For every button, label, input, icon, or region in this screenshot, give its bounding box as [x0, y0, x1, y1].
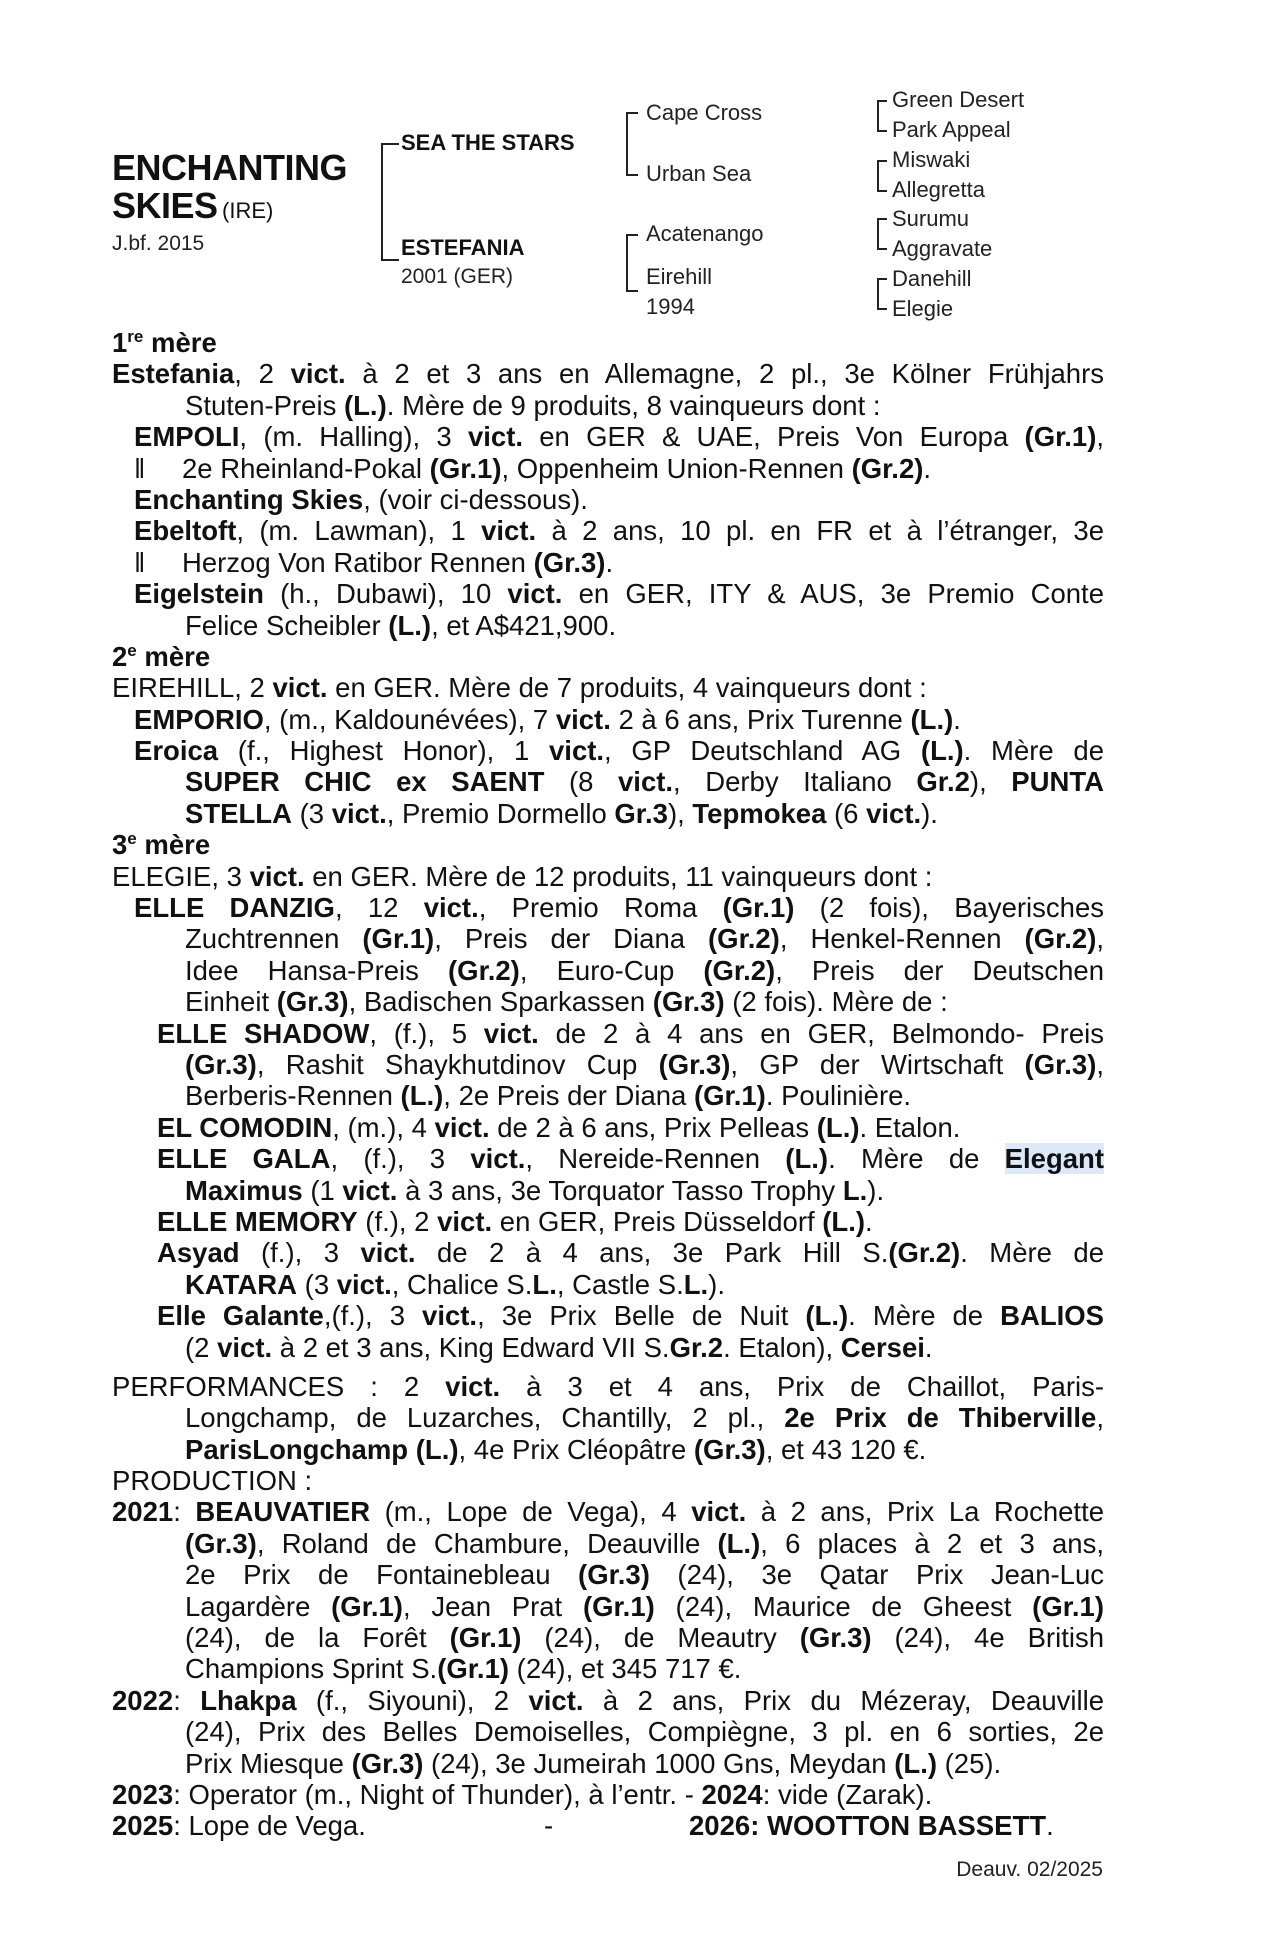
prod-2021-line5: (24), de la Forêt (Gr.1) (24), de Meautry (Gr.3) (24), 4e British	[185, 1622, 1104, 1654]
eigelstein-line1: Eigelstein (h., Dubawi), 10 vict. en GER, ITY & AUS, 3e Premio Conte	[134, 578, 1104, 610]
eroica-line2: SUPER CHIC ex SAENT (8 vict., Derby Italiano Gr.2), PUNTA	[185, 766, 1104, 798]
stallion-marker-icon: ‖	[134, 452, 146, 484]
prod-2021-line3: 2e Prix de Fontainebleau (Gr.3) (24), 3e Qatar Prix Jean-Luc	[185, 1559, 1104, 1591]
section-1re-mere: 1re mère	[112, 326, 217, 358]
prod-2021-line4: Lagardère (Gr.1), Jean Prat (Gr.1) (24), Maurice de Gheest (Gr.1)	[185, 1590, 1104, 1622]
elledanzig-line4: Einheit (Gr.3), Badischen Sparkassen (Gr.3) (2 fois). Mère de :	[185, 986, 948, 1018]
dam-name: ESTEFANIA	[401, 235, 525, 260]
eroica-line3: STELLA (3 vict., Premio Dormello Gr.3), Tepmokea (6 vict.).	[185, 797, 938, 829]
elledanzig-line3: Idee Hansa-Preis (Gr.2), Euro-Cup (Gr.2), Preis der Deutschen	[185, 954, 1104, 986]
pedigree-bracket-ggp3	[877, 218, 887, 250]
pedigree-bracket-dam	[626, 234, 638, 292]
horse-name-line2	[112, 186, 273, 226]
ggp-1: Green Desert	[892, 87, 1025, 112]
horse-name-line1: ENCHANTING	[112, 147, 347, 188]
sire-name: SEA THE STARS	[401, 130, 575, 155]
prod-2023-line: 2023: Operator (m., Night of Thunder), à l’entr. - 2024: vide (Zarak).	[112, 1778, 933, 1810]
horse-name-part2: SKIES	[112, 185, 218, 226]
estefania-line1: Estefania, 2 vict. à 2 et 3 ans en Allemagne, 2 pl., 3e Kölner Frühjahrs	[112, 358, 1104, 390]
horse-birth: J.bf. 2015	[112, 232, 205, 255]
prod-2021-line1: 2021: BEAUVATIER (m., Lope de Vega), 4 vict. à 2 ans, Prix La Rochette	[112, 1496, 1105, 1528]
elledanzig-line2: Zuchtrennen (Gr.1), Preis der Diana (Gr.2), Henkel-Rennen (Gr.2),	[185, 923, 1104, 955]
pedigree-bracket-sire	[626, 112, 638, 176]
sire-sire: Cape Cross	[646, 100, 763, 125]
stallion-marker-icon: ‖	[134, 546, 146, 578]
sire-dam: Urban Sea	[646, 161, 752, 186]
ggp-4: Allegretta	[892, 177, 985, 202]
ggp-5: Surumu	[892, 206, 970, 231]
elleshadow-line1: ELLE SHADOW, (f.), 5 vict. de 2 à 4 ans en GER, Belmondo- Preis	[157, 1017, 1104, 1049]
ellegalante-line2: (2 vict. à 2 et 3 ans, King Edward VII S.Gr.2. Etalon), Cersei.	[185, 1331, 933, 1363]
dam-dam-year: 1994	[646, 294, 695, 319]
eigelstein-line2: Felice Scheibler (L.), et A$421,900.	[185, 609, 617, 641]
elegie-line: ELEGIE, 3 vict. en GER. Mère de 12 produits, 11 vainqueurs dont :	[112, 860, 933, 892]
ellegalante-line1: Elle Galante,(f.), 3 vict., 3e Prix Belle de Nuit (L.). Mère de BALIOS	[157, 1300, 1104, 1332]
ellememory-line: ELLE MEMORY (f.), 2 vict. en GER, Preis Düsseldorf (L.).	[157, 1205, 873, 1237]
prod-2026: 2026: WOOTTON BASSETT.	[689, 1810, 1054, 1842]
pedigree-bracket-ggp2	[877, 160, 887, 192]
dam-dam: Eirehill	[646, 264, 713, 289]
ggp-6: Aggravate	[892, 236, 993, 261]
elcomodin-line: EL COMODIN, (m.), 4 vict. de 2 à 6 ans, Prix Pelleas (L.). Etalon.	[157, 1111, 961, 1143]
performances-line3: ParisLongchamp (L.), 4e Prix Cléopâtre (Gr.3), et 43 120 €.	[185, 1433, 927, 1465]
empoli-line2: ‖ 2e Rheinland-Pokal (Gr.1), Oppenheim Union-Rennen (Gr.2).	[134, 452, 932, 484]
horse-origin: (IRE)	[222, 198, 274, 223]
highlighted-word[interactable]: Elegant	[1004, 1143, 1104, 1175]
eirehill-line: EIREHILL, 2 vict. en GER. Mère de 7 produits, 4 vainqueurs dont :	[112, 672, 927, 704]
dam-year: 2001 (GER)	[401, 265, 514, 288]
performances-line2: Longchamp, de Luzarches, Chantilly, 2 pl., 2e Prix de Thiberville,	[185, 1402, 1104, 1434]
dam-sire: Acatenango	[646, 221, 764, 246]
ggp-2: Park Appeal	[892, 117, 1011, 142]
separator-dash: -	[544, 1810, 554, 1842]
pedigree-body	[112, 327, 1104, 1842]
prod-2021-line2: (Gr.3), Roland de Chambure, Deauville (L.), 6 places à 2 et 3 ans,	[185, 1527, 1104, 1559]
ellegala-line1: ELLE GALA, (f.), 3 vict., Nereide-Rennen (L.). Mère de Elegant	[157, 1143, 1104, 1175]
empoli-line1: EMPOLI, (m. Halling), 3 vict. en GER & UAE, Preis Von Europa (Gr.1),	[134, 421, 1104, 453]
section-2e-mere: 2e mère	[112, 640, 211, 672]
performances-line1: PERFORMANCES : 2 vict. à 3 et 4 ans, Prix de Chaillot, Paris-	[112, 1370, 1104, 1402]
asyad-line1: Asyad (f.), 3 vict. de 2 à 4 ans, 3e Park Hill S.(Gr.2). Mère de	[157, 1237, 1104, 1269]
emporio-line: EMPORIO, (m., Kaldounévées), 7 vict. 2 à 6 ans, Prix Turenne (L.).	[134, 703, 961, 735]
elleshadow-line3: Berberis-Rennen (L.), 2e Preis der Diana (Gr.1). Poulinière.	[185, 1080, 912, 1112]
ebeltoft-line1: Ebeltoft, (m. Lawman), 1 vict. à 2 ans, 10 pl. en FR et à l’étranger, 3e	[134, 515, 1104, 547]
elledanzig-line1: ELLE DANZIG, 12 vict., Premio Roma (Gr.1) (2 fois), Bayerisches	[134, 892, 1104, 924]
prod-2022-line3: Prix Miesque (Gr.3) (24), 3e Jumeirah 1000 Gns, Meydan (L.) (25).	[185, 1747, 1002, 1779]
production-heading: PRODUCTION :	[112, 1465, 313, 1497]
ggp-3: Miswaki	[892, 147, 971, 172]
section-3e-mere: 3e mère	[112, 829, 211, 861]
pedigree-bracket-main	[381, 143, 399, 261]
footer-date: Deauv. 02/2025	[956, 1858, 1103, 1881]
ebeltoft-line2: ‖ Herzog Von Ratibor Rennen (Gr.3).	[134, 546, 614, 578]
prod-2022-line1: 2022: Lhakpa (f., Siyouni), 2 vict. à 2 ans, Prix du Mézeray, Deauville	[112, 1684, 1104, 1716]
estefania-line2: Stuten-Preis (L.). Mère de 9 produits, 8 vainqueurs dont :	[185, 389, 881, 421]
ggp-7: Danehill	[892, 266, 972, 291]
enchanting-line: Enchanting Skies, (voir ci-dessous).	[134, 483, 588, 515]
pedigree-bracket-ggp1	[877, 100, 887, 132]
elleshadow-line2: (Gr.3), Rashit Shaykhutdinov Cup (Gr.3), GP der Wirtschaft (Gr.3),	[185, 1048, 1105, 1080]
asyad-line2: KATARA (3 vict., Chalice S.L., Castle S.L.).	[185, 1268, 725, 1300]
ellegala-line2: Maximus (1 vict. à 3 ans, 3e Torquator Tasso Trophy L.).	[185, 1174, 885, 1206]
prod-2025-line: 2025: Lope de Vega. - 2026: WOOTTON BASSETT.	[112, 1810, 1054, 1842]
ggp-8: Elegie	[892, 296, 954, 321]
prod-2021-line6: Champions Sprint S.(Gr.1) (24), et 345 717 €.	[185, 1653, 742, 1685]
pedigree-bracket-ggp4	[877, 278, 887, 310]
eroica-line1: Eroica (f., Highest Honor), 1 vict., GP Deutschland AG (L.). Mère de	[134, 735, 1105, 767]
prod-2022-line2: (24), Prix des Belles Demoiselles, Compiègne, 3 pl. en 6 sorties, 2e	[185, 1716, 1104, 1748]
